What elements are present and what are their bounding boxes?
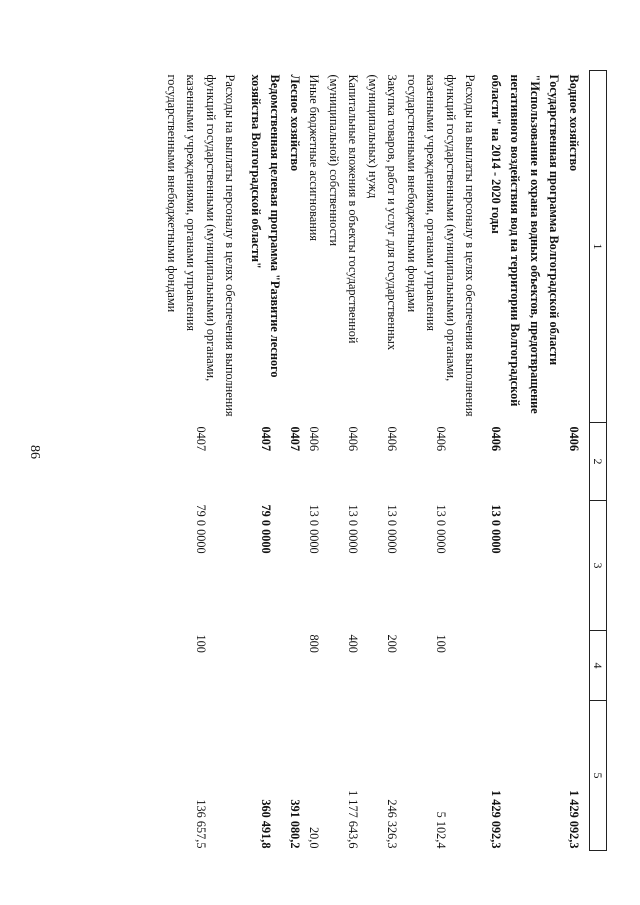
budget-table-rotated xyxy=(62,70,607,850)
row-code: 13 0 0000 xyxy=(434,504,449,554)
row-section: 0406 xyxy=(385,426,400,452)
table-row xyxy=(363,71,402,851)
table-row xyxy=(304,71,324,851)
row-section: 0407 xyxy=(258,426,273,452)
row-code: 13 0 0000 xyxy=(307,504,322,554)
row-section: 0406 xyxy=(307,426,322,452)
row-code: 79 0 0000 xyxy=(194,504,209,554)
row-code: 79 0 0000 xyxy=(258,504,273,554)
table-row xyxy=(246,71,285,851)
row-section: 0406 xyxy=(346,426,361,452)
row-name: Расходы на выплаты персоналу в целях обеспечения выполнения функций государственными (муниципальными) органами, казенными учреждениями, органами управления государственными внебюджетными фондами xyxy=(165,74,238,417)
row-type: 400 xyxy=(346,634,361,653)
row-section: 0406 xyxy=(489,426,503,452)
row-amount: 1 429 092,3 xyxy=(489,790,503,849)
row-amount: 391 080,2 xyxy=(288,799,302,849)
row-name: Государственная программа Волгоградской области "Использование и охрана водных объектов, предотвращение негативного воздействия вод на территории Волгоградской области" на 2014 - 2020 годы xyxy=(489,74,562,414)
row-type xyxy=(246,631,285,701)
table-header-row xyxy=(590,71,607,851)
table-row xyxy=(402,71,486,851)
row-name: Закупка товаров, работ и услуг для государственных (муниципальных) нужд xyxy=(366,74,400,351)
row-amount: 1 177 643,6 xyxy=(346,790,361,849)
row-amount: 1 429 092,3 xyxy=(567,790,581,849)
page-number: 86 xyxy=(27,445,42,459)
budget-table xyxy=(162,70,608,851)
row-section: 0407 xyxy=(194,426,209,452)
row-type xyxy=(486,631,564,701)
row-section: 0407 xyxy=(288,426,302,452)
table-row xyxy=(285,71,305,851)
row-code: 13 0 0000 xyxy=(385,504,400,554)
row-name: Расходы на выплаты персоналу в целях обеспечения выполнения функций государственными (муниципальными) органами, казенными учреждениями, органами управления государственными внебюджетными фондами xyxy=(405,74,478,417)
row-section: 0406 xyxy=(434,426,449,452)
row-amount: 360 491,8 xyxy=(258,799,273,849)
row-amount: 5 102,4 xyxy=(434,811,449,849)
row-name: Ведомственная целевая программа "Развитие лесного хозяйства Волгоградской области" xyxy=(249,74,283,378)
row-amount: 20,0 xyxy=(307,826,322,849)
header-col-3: 3 xyxy=(590,501,607,631)
row-type: 100 xyxy=(194,634,209,653)
row-section: 0406 xyxy=(567,426,581,452)
row-code: 13 0 0000 xyxy=(489,504,503,554)
row-name: Лесное хозяйство xyxy=(288,74,302,172)
row-name: Капитальные вложения в объекты государственной (муниципальной) собственности xyxy=(327,74,361,344)
row-amount: 136 657,5 xyxy=(194,799,209,849)
row-name: Водное хозяйство xyxy=(567,74,581,172)
table-row xyxy=(162,71,246,851)
row-type: 100 xyxy=(434,634,449,653)
header-col-4: 4 xyxy=(590,631,607,701)
header-col-5: 5 xyxy=(590,701,607,851)
row-amount: 246 326,3 xyxy=(385,799,400,849)
row-type: 200 xyxy=(385,634,400,653)
row-name: Иные бюджетные ассигнования xyxy=(307,74,322,242)
row-type xyxy=(564,631,590,701)
row-code xyxy=(564,501,590,631)
row-code: 13 0 0000 xyxy=(346,504,361,554)
table-row xyxy=(486,71,564,851)
table-row xyxy=(324,71,363,851)
header-col-1: 1 xyxy=(590,71,607,423)
table-row xyxy=(564,71,590,851)
row-code xyxy=(285,501,305,631)
header-col-2: 2 xyxy=(590,423,607,501)
row-type xyxy=(285,631,305,701)
row-type: 800 xyxy=(307,634,322,653)
